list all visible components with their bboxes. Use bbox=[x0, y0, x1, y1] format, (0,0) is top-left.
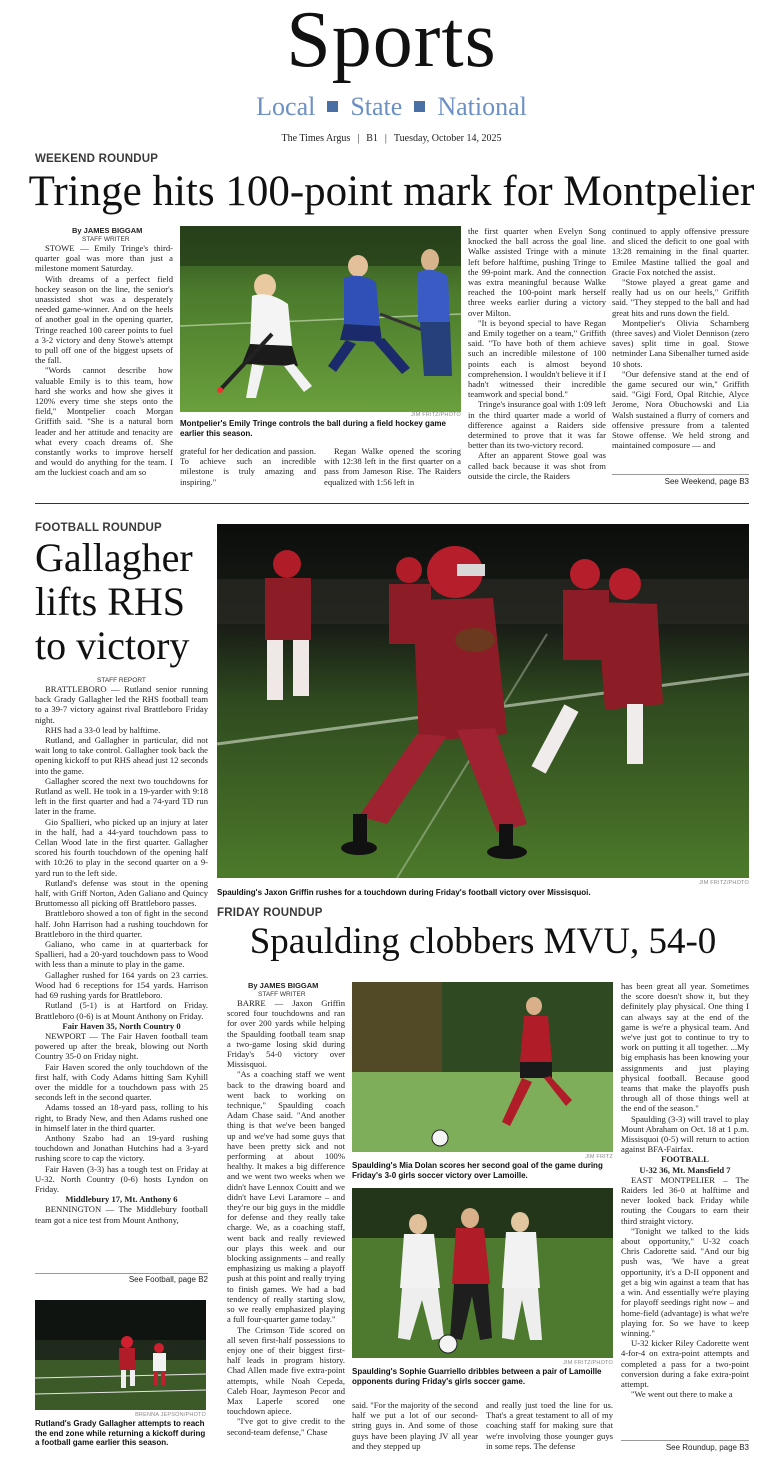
issue-date: Tuesday, October 14, 2025 bbox=[393, 133, 502, 144]
dateline: The Times Argus | B1 | Tuesday, October 14, 2025 bbox=[281, 133, 502, 144]
story2-subhead-1: Fair Haven 35, North Country 0 bbox=[62, 1020, 181, 1031]
section-local[interactable]: Local bbox=[256, 92, 316, 121]
square-bullet-icon bbox=[414, 101, 425, 112]
story2-kicker: FOOTBALL ROUNDUP bbox=[35, 522, 162, 534]
story2-role: STAFF REPORT bbox=[97, 677, 146, 684]
page-number: B1 bbox=[366, 133, 378, 144]
story1-byline: By JAMES BIGGAM bbox=[72, 226, 143, 235]
story3-col3: and really just toed the line for us. That's a great testament to all of my coaching staff for making sure that we're involving those younger guys in some reps. The defense bbox=[486, 1400, 613, 1451]
section-state[interactable]: State bbox=[350, 92, 403, 121]
story2-jump-link[interactable]: See Football, page B2 bbox=[128, 1275, 208, 1284]
big-photo-caption: Spaulding's Jaxon Griffin rushes for a touchdown during Friday's football victory over Missisquoi. bbox=[217, 888, 591, 897]
story1-col4: the first quarter when Evelyn Song knocked the ball across the goal line. Walke assisted Tringe with a minute left before halftime, pushing Tringe to the 99-point mark. And the connection was extra meaningful because Walke reached the 100-point mark herself three weeks earlier during a victory over Milton. "It is beyond special to have Regan and Emily together on a team," Griffith said. "To have both of them achieve such an incredible milestone of 100 points each is almost beyond comprehension. I wouldn't believe it if I hadn't witnessed their incredible teamwork and special bond." Tringe's insurance goal with 1:09 left in the third quarter made a world of difference against a Raiders side determined to prove that it was far better than its two-victory record. After an apparent Stowe goal was called back because it was shot from outside the circle, the Raiders bbox=[468, 226, 606, 481]
story1-col3: Regan Walke opened the scoring with 12:38 left in the first quarter on a pass from Jameson Rise. The Raiders equalized with 1:56 left in bbox=[324, 446, 461, 487]
story2-body: BRATTLEBORO — Rutland senior running back Grady Gallagher led the RHS football team to a 39-7 victory against rival Brattleboro Friday night. RHS had a 33-0 lead by halftime. Rutland, and Gallagher in particular, did not wait long to take control. Gallagher took back the opening kickoff to put RHS ahead just 12 seconds into the game. Gallagher scored the next two touchdowns for Rutland as well. He took in a 19-yarder with 9:18 left in the first quarter and had a 74-yard TD run later in the frame. Gio Spallieri, who picked up an injury at later in the half, had a 44-yard touchdown pass to Cellan Wood late in the first quarter. Gallagher scored his fourth touchdown of the opening half with 10:26 to play in the second quarter on a 9-yard run to the left side. Rutland's defense was stout in the opening half, with Griff Norton, Aden Galiano and Quincy Bruttomesso all picking off Brattleboro passes. Brattleboro showed a ton of fight in the second half. John Harrison had a rushing touchdown for Brattleboro in the third quarter. Galiano, who came in at quarterback for Spallieri, had a 20-yard touchdown pass to Wood with less than a minute to play in the game. Gallagher rushed for 164 yards on 23 carries. Wood had 6 receptions for 154 yards. Harrison had 69 rushing yards for Brattleboro. Rutland (5-1) is at Hartford on Friday. Brattleboro (0-6) is at Mount Anthony on Friday. Fair Haven 35, North Country 0 NEWPORT — The Fair Haven football team powered up after the break, blowing out North Country 35-0 on Friday night. Fair Haven scored the only touchdown of the first half, with Cody Adams hitting Sam Kyhill over the middle for a touchdown pass with 25 seconds left in the second quarter. Adams tossed an 18-yard pass, rolling to his right, to Brady New, and then Adams rushed one in himself later in the third quarter. Anthony Szabo had an 19-yard rushing touchdown and Jonathan Hutchins had a 3-yard rushing score to cap the victory. Fair Haven (3-3) has a tough test on Friday at U-32. North Country (0-6) hosts Lyndon on Friday. Middlebury 17, Mt. Anthony 6 BENNINGTON — The Middlebury football team got a nice test from Mount Anthony, bbox=[35, 684, 208, 1225]
small-photo-credit: BRENNA JEPSON/PHOTO bbox=[135, 1412, 206, 1418]
story1-col5: continued to apply offensive pressure and sliced the deficit to one goal with 13:28 remaining in the final quarter. Emilee Mastine tallied the goal and Gracie Fox notched the assist. "Stowe played a great game and really had us on our heels," Griffith said. "They stepped to the ball and had great hits and runs down the field. Montpelier's Olivia Scharnberg (three saves) and Violet Dennison (zero saves) split time in goal. Stowe netminder Lana Sibenalher turned aside 10 shots. "Our defensive stand at the end of the game secured our win," Griffith said. "Gigi Ford, Opal Ritchie, Alyce Jerome, Nora Obuchowski and Lia Walsh sustained a flurry of corners and offensive pressure from a talented Stowe offense. We held strong and maintained composure — and bbox=[612, 226, 749, 451]
story1-jump-rule bbox=[612, 474, 749, 475]
story1-photo-caption: Montpelier's Emily Tringe controls the ball during a field hockey game earlier this season. bbox=[180, 419, 446, 438]
story3-subhead-score: U-32 36, Mt. Mansfield 7 bbox=[639, 1164, 731, 1175]
story3-photo1-credit: JIM FRITZ bbox=[585, 1154, 613, 1160]
story2-headline[interactable]: Gallagher lifts RHS to victory bbox=[35, 535, 193, 668]
story1-col1: STOWE — Emily Tringe's third-quarter goal was more than just a milestone moment Saturday. With dreams of a perfect field hockey season on the line, the senior's unassisted shot was a desperately needed game-winner. And on the heels of another goal in the opening quarter, Tringe reached 100 career points to fuel a 3-2 victory and deny Stowe's attempt to pull off one of the biggest upsets of the fall. "Words cannot describe how valuable Emily is to this team, how hard she works and how she gives it 120% every time she steps onto the field," Montpelier coach Morgan Griffith said. "She is a natural born leader and her attitude and tenacity are what every coach dreams of. She constantly works to improve herself and would do anything for the team. I am the luckiest coach and am so bbox=[35, 243, 173, 478]
field-hockey-photo bbox=[180, 226, 461, 412]
story3-photo2-caption: Spaulding's Sophie Guarriello dribbles between a pair of Lamoille opponents during Friday's girls soccer game. bbox=[352, 1367, 602, 1386]
big-photo-credit: JIM FRITZ/PHOTO bbox=[699, 880, 749, 886]
story2-jump-rule bbox=[35, 1273, 208, 1274]
story1-headline[interactable]: Tringe hits 100-point mark for Montpelier bbox=[28, 168, 755, 215]
section-divider bbox=[35, 503, 749, 504]
section-nav bbox=[0, 92, 783, 122]
story2-subhead-2: Middlebury 17, Mt. Anthony 6 bbox=[65, 1194, 178, 1205]
story3-role: STAFF WRITER bbox=[258, 991, 306, 998]
story1-col2: grateful for her dedication and passion. To achieve such an incredible milestone is truly amazing and inspiring." bbox=[180, 446, 316, 487]
story3-jump-link[interactable]: See Roundup, page B3 bbox=[665, 1443, 749, 1452]
football-touchdown-photo bbox=[217, 524, 749, 878]
soccer-goal-photo bbox=[352, 982, 613, 1152]
story3-kicker: FRIDAY ROUNDUP bbox=[217, 907, 323, 919]
story1-kicker: WEEKEND ROUNDUP bbox=[35, 153, 159, 165]
story1-role: STAFF WRITER bbox=[82, 236, 130, 243]
square-bullet-icon bbox=[327, 101, 338, 112]
paper-name: The Times Argus bbox=[281, 133, 351, 144]
story3-headline[interactable]: Spaulding clobbers MVU, 54-0 bbox=[249, 921, 717, 962]
story3-col1: BARRE — Jaxon Griffin scored four touchdowns and ran for over 200 yards while helping the Spaulding football team snap a two-game losing skid during Friday's 54-0 victory over Missisquoi. "As a coaching staff we went back to the drawing board and went back to working on technique," Spaulding coach Adam Chase said. "And another thing is that we've been banged up and we've had some guys that have been pretty sick and not performing at about 100% healthy. It makes a big difference and we went two weeks when we didn't have Lennox Couitt and we didn't have Levi Laramore – and they're our big guys in the middle for defense and they really take charge. We, as a coaching staff, went back and really reviewed our plays this week and our blocking assignments – and really emphasizing us making a playoff push at this point and really trying to finish games. We had a bad tendency of really starting slow, so we really emphasized playing a full four-quarter game today." The Crimson Tide scored on all seven first-half possessions to enjoy one of their biggest first-half leads in program history. Chad Allen made five extra-point attempts, while Noah Cepeda, Caleb Hoar, Jaymeson Pecor and Max Laperle scored one touchdown apiece. "I've got to give credit to the second-team defense," Chase bbox=[227, 998, 345, 1437]
story3-photo2-credit: JIM FRITZ/PHOTO bbox=[563, 1360, 613, 1366]
kickoff-return-photo bbox=[35, 1300, 206, 1410]
story3-subhead-football: FOOTBALL bbox=[661, 1154, 709, 1165]
story3-col2: said. "For the majority of the second half we put a lot of our second-string guys in. And some of those guys have been playing JV all year and they stepped up bbox=[352, 1400, 478, 1451]
masthead-title: Sports bbox=[286, 0, 497, 84]
section-national[interactable]: National bbox=[437, 92, 527, 121]
story3-photo1-caption: Spaulding's Mia Dolan scores her second goal of the game during Friday's 3-0 girls soccer victory over Lamoille. bbox=[352, 1161, 603, 1180]
story3-col4: has been great all year. Sometimes the score doesn't show it, but they definitely play physical. One thing I can always say at the end of the game is we're a physical team. And we've just got to continue to try to work on putting it all together. ...My big emphasis has been knowing your assignments and just playing physical football. Because good teams that make the playoffs push through all of those things well at the end of the season." Spaulding (3-3) will travel to play Mount Abraham on Oct. 18 at 1 p.m. Missisquoi (0-5) will return to action against BFA-Fairfax. FOOTBALL U-32 36, Mt. Mansfield 7 EAST MONTPELIER – The Raiders led 36-0 at halftime and never looked back Friday while routing the Cougars to earn their third straight victory. "Tonight we talked to the kids about opportunity," U-32 coach Chris Cadorette said. "And our big push was, 'We have a great opportunity, it's a D-II opponent and get a big win against a team that has a win. And essentially we're playing for playoff seedings right now – and home-field (advantage) is what we're playing for. So we have to keep winning." U-32 kicker Riley Cadorette went 4-for-4 on extra-point attempts and completed a pass for a two-point conversion during a fake extra-point attempt. "We went out there to make a bbox=[621, 981, 749, 1400]
story3-jump-rule bbox=[621, 1440, 749, 1441]
story1-photo-credit: JIM FRITZ/PHOTO bbox=[411, 412, 461, 418]
story1-jump-link[interactable]: See Weekend, page B3 bbox=[664, 477, 749, 486]
soccer-dribble-photo bbox=[352, 1188, 613, 1358]
story3-byline: By JAMES BIGGAM bbox=[248, 981, 319, 990]
small-photo-caption: Rutland's Grady Gallagher attempts to reach the end zone while returning a kickoff during a football game earlier this season. bbox=[35, 1419, 206, 1448]
